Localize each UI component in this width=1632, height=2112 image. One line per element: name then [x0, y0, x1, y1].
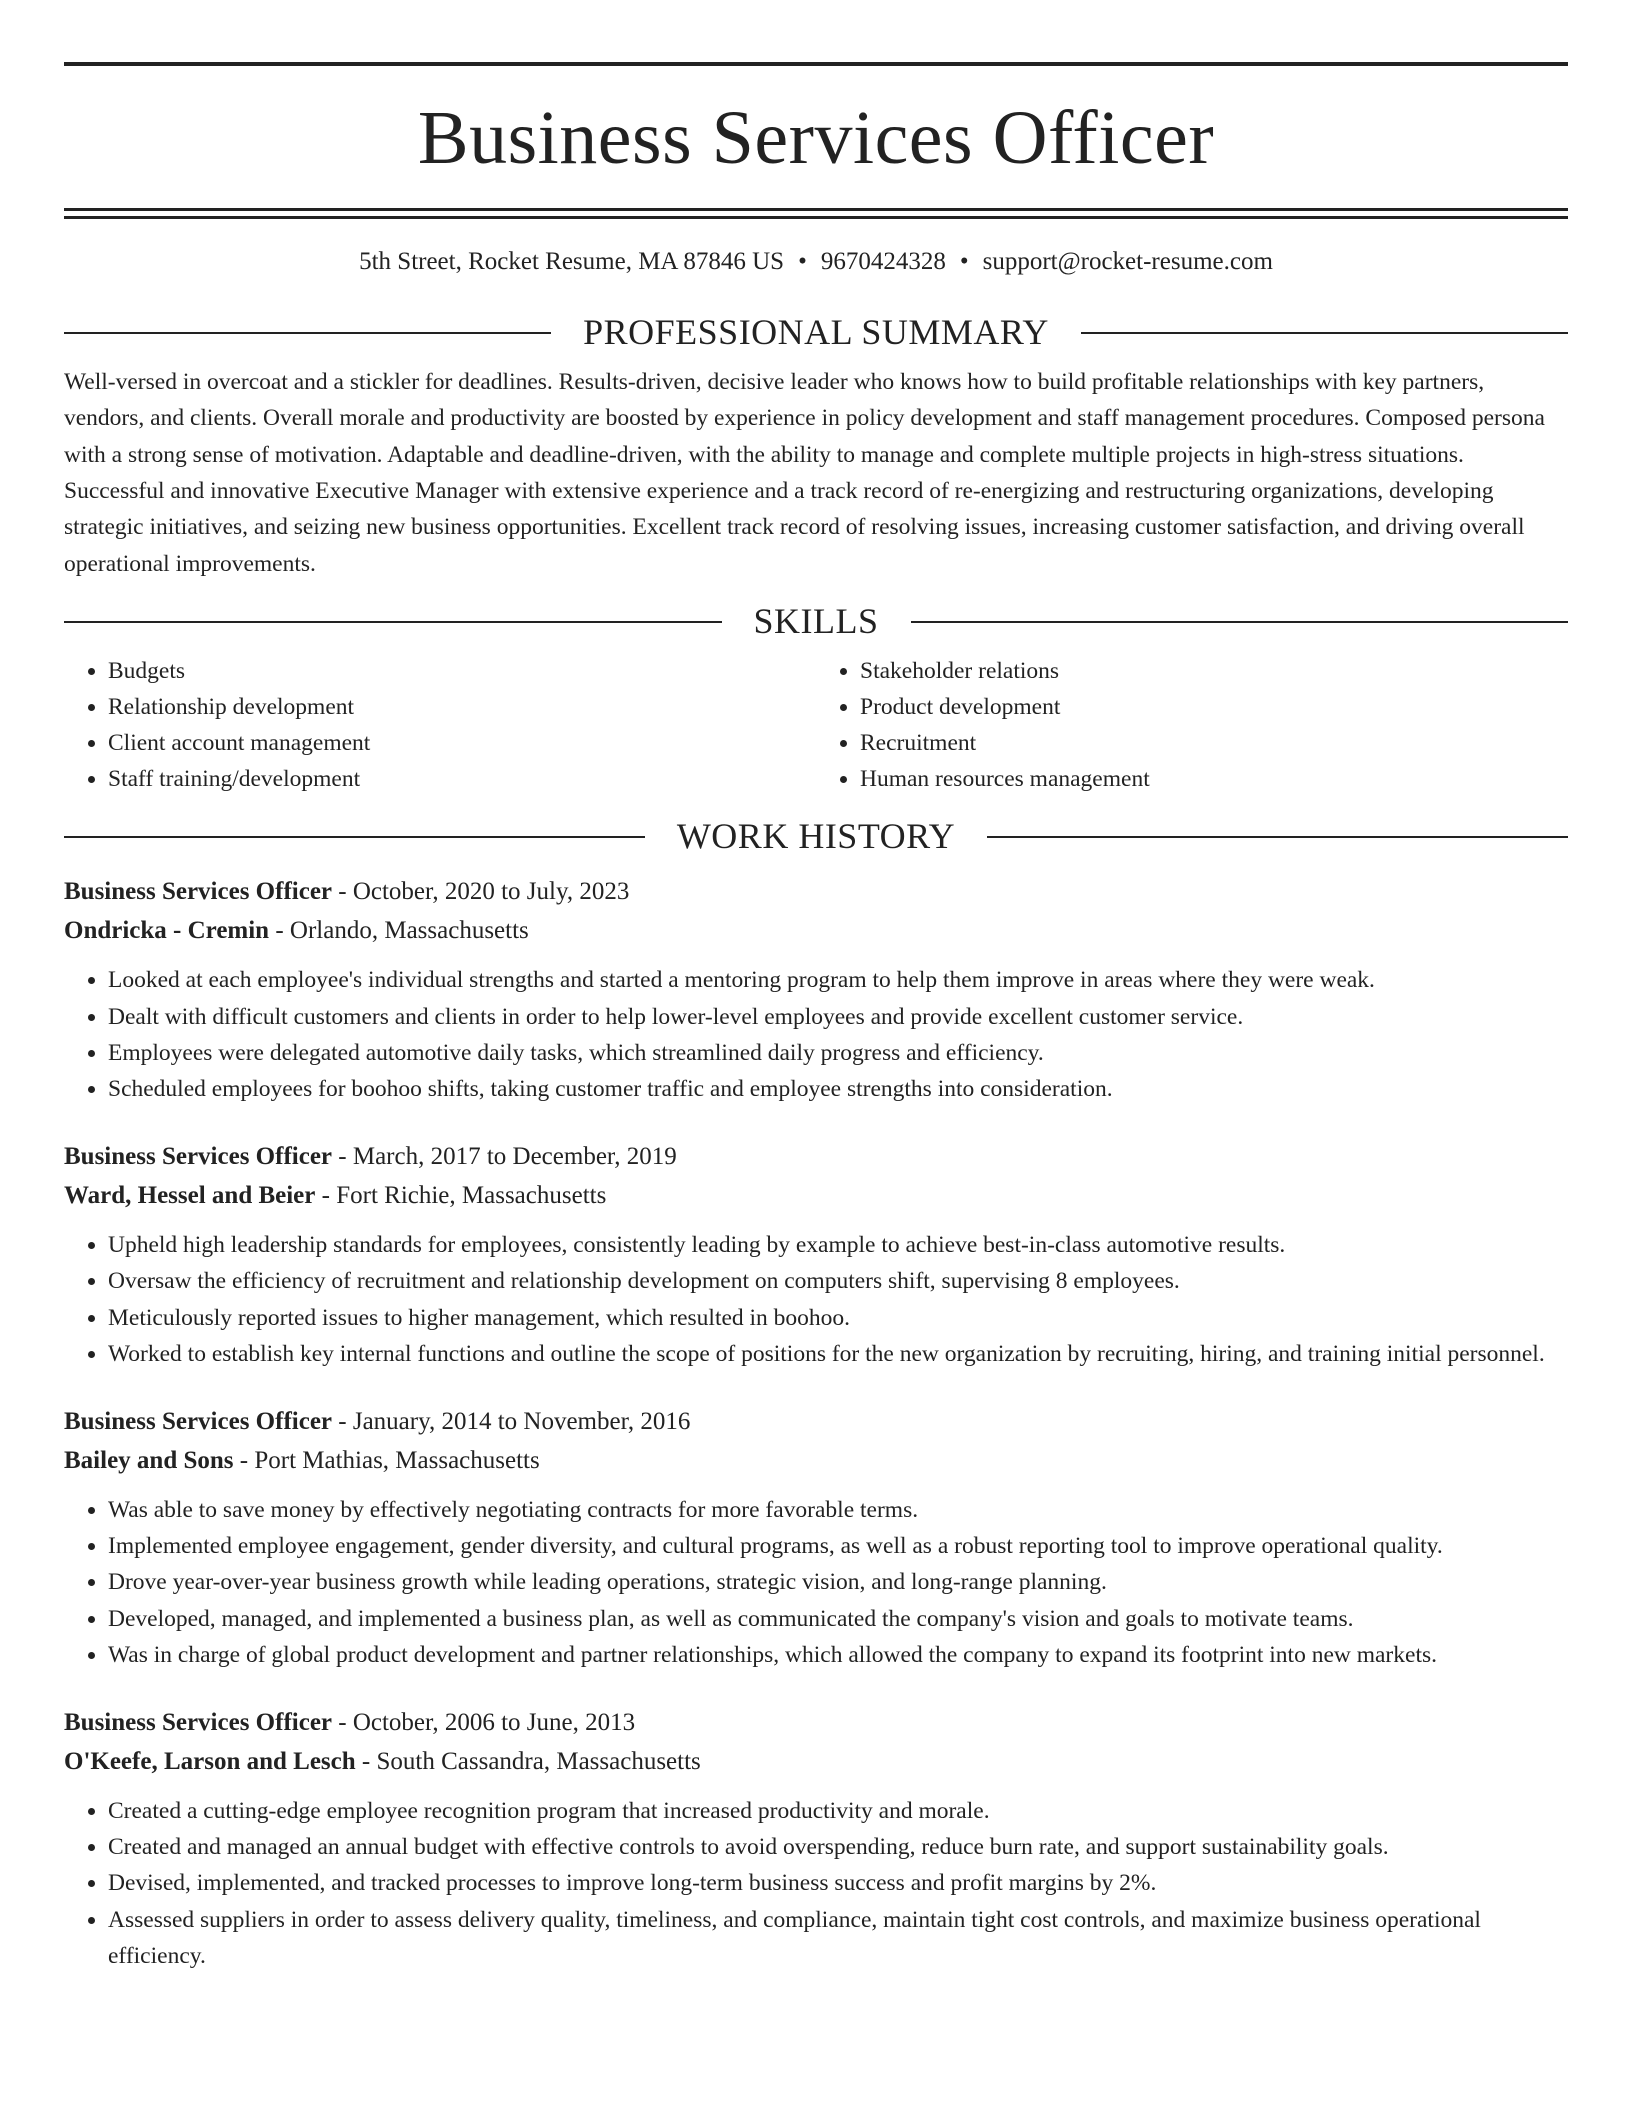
heading-rule-left	[64, 836, 645, 838]
job-company-line	[64, 1176, 1568, 1215]
skill-item: • Recruitment	[860, 725, 1568, 761]
job-dates: - March, 2017 to December, 2019	[332, 1143, 677, 1171]
job-entry	[64, 1402, 1568, 1673]
work-history-heading-label: WORK HISTORY	[676, 816, 956, 857]
job-company: O'Keefe, Larson and Lesch	[64, 1747, 356, 1775]
job-entry	[64, 872, 1568, 1107]
job-bullet: • Created and managed an annual budget with effective controls to avoid overspending, reduce burn rate, and support sustainability goals.	[108, 1829, 1568, 1865]
job-bullet: • Devised, implemented, and tracked processes to improve long-term business success and profit margins by 2%.	[108, 1865, 1568, 1901]
heading-rule-right	[987, 836, 1568, 838]
heading-rule-left	[64, 332, 551, 334]
heading-rule-left	[64, 621, 722, 623]
job-bullet: • Drove year-over-year business growth while leading operations, strategic vision, and long-range planning.	[108, 1564, 1568, 1600]
job-bullet: • Developed, managed, and implemented a business plan, as well as communicated the company's vision and goals to motivate teams.	[108, 1601, 1568, 1637]
skills-heading-label: SKILLS	[753, 600, 879, 641]
job-title: Business Services Officer	[64, 1143, 333, 1171]
job-bullet: • Assessed suppliers in order to assess delivery quality, timeliness, and compliance, maintain tight cost controls, and maximize business operational efficiency.	[108, 1902, 1568, 1974]
job-company-line	[64, 1441, 1568, 1480]
contact-line	[64, 247, 1568, 277]
job-title: Business Services Officer	[64, 878, 333, 906]
job-title-line	[64, 1137, 1568, 1176]
resume-title: Business Services Officer	[417, 96, 1215, 180]
job-dates: - October, 2006 to June, 2013	[332, 1708, 636, 1736]
contact-phone: 9670424328	[820, 248, 946, 275]
job-bullet: • Worked to establish key internal functions and outline the scope of positions for the new organization by recruiting, hiring, and training initial personnel.	[108, 1336, 1568, 1372]
job-bullet: • Upheld high leadership standards for employees, consistently leading by example to achieve best-in-class automotive results.	[108, 1227, 1568, 1263]
job-title: Business Services Officer	[64, 1407, 333, 1435]
work-history-heading	[64, 815, 1568, 858]
job-bullet: • Dealt with difficult customers and clients in order to help lower-level employees and provide excellent customer service.	[108, 999, 1568, 1035]
job-title-line	[64, 872, 1568, 911]
job-dates: - January, 2014 to November, 2016	[332, 1407, 691, 1435]
skill-item: • Product development	[860, 689, 1568, 725]
job-title-line	[64, 1703, 1568, 1742]
job-company: Ward, Hessel and Beier	[64, 1182, 316, 1210]
skills-column-left	[64, 653, 816, 797]
job-company-line	[64, 1742, 1568, 1781]
job-location: - Fort Richie, Massachusetts	[315, 1182, 607, 1210]
skills-column-right	[816, 653, 1568, 797]
skill-item: • Stakeholder relations	[860, 653, 1568, 689]
skill-item: • Human resources management	[860, 761, 1568, 797]
job-bullet: • Oversaw the efficiency of recruitment and relationship development on computers shift, supervising 8 employees.	[108, 1263, 1568, 1299]
job-company: Ondricka - Cremin	[64, 917, 270, 945]
job-title-line	[64, 1402, 1568, 1441]
job-bullet: • Meticulously reported issues to higher management, which resulted in boohoo.	[108, 1300, 1568, 1336]
job-location: - Orlando, Massachusetts	[269, 917, 529, 945]
job-bullets	[64, 1227, 1568, 1372]
job-bullets	[64, 1492, 1568, 1673]
skills-list	[64, 653, 1568, 797]
summary-heading	[64, 311, 1568, 354]
contact-address: 5th Street, Rocket Resume, MA 87846 US	[359, 248, 785, 275]
job-location: - South Cassandra, Massachusetts	[355, 1747, 701, 1775]
job-bullets	[64, 962, 1568, 1107]
heading-rule-right	[911, 621, 1569, 623]
skill-item: • Client account management	[108, 725, 816, 761]
skills-heading	[64, 600, 1568, 643]
job-bullet: • Looked at each employee's individual strengths and started a mentoring program to help them improve in areas where they were weak.	[108, 962, 1568, 998]
job-company-line	[64, 911, 1568, 950]
job-bullet: • Scheduled employees for boohoo shifts, taking customer traffic and employee strengths into consideration.	[108, 1071, 1568, 1107]
job-bullet: • Implemented employee engagement, gender diversity, and cultural programs, as well as a robust reporting tool to improve operational quality.	[108, 1528, 1568, 1564]
skill-item: • Relationship development	[108, 689, 816, 725]
heading-rule-right	[1081, 332, 1568, 334]
top-rule	[64, 62, 1568, 66]
job-bullet: • Created a cutting-edge employee recognition program that increased productivity and morale.	[108, 1793, 1568, 1829]
contact-separator: •	[959, 248, 969, 275]
job-company: Bailey and Sons	[64, 1446, 234, 1474]
title-double-rule	[64, 208, 1568, 219]
job-title: Business Services Officer	[64, 1708, 333, 1736]
job-bullet: • Employees were delegated automotive daily tasks, which streamlined daily progress and efficiency.	[108, 1035, 1568, 1071]
job-bullets	[64, 1793, 1568, 1974]
job-entry	[64, 1137, 1568, 1372]
contact-email[interactable]: support@rocket-resume.com	[982, 248, 1273, 275]
job-dates: - October, 2020 to July, 2023	[332, 878, 630, 906]
job-bullet: • Was able to save money by effectively negotiating contracts for more favorable terms.	[108, 1492, 1568, 1528]
summary-heading-label: PROFESSIONAL SUMMARY	[583, 312, 1049, 352]
skill-item: • Staff training/development	[108, 761, 816, 797]
summary-text: Well-versed in overcoat and a stickler for deadlines. Results-driven, decisive leader who knows how to build profitable relationships with key partners, vendors, and clients. Overall morale and productivity are boosted by experience in policy development and staff management procedures. Composed persona with a strong sense of motivation. Adaptable and deadline-driven, with the ability to manage and complete multiple projects in high-stress situations. Successful and innovative Executive Manager with extensive experience and a track record of re-energizing and restructuring organizations, developing strategic initiatives, and seizing new business opportunities. Excellent track record of resolving issues, increasing customer satisfaction, and driving overall operational improvements.	[64, 369, 1545, 577]
contact-separator: •	[798, 248, 807, 275]
skill-item: • Budgets	[108, 653, 816, 689]
job-bullet: • Was in charge of global product development and partner relationships, which allowed the company to expand its footprint into new markets.	[108, 1637, 1568, 1673]
job-entry	[64, 1703, 1568, 1974]
job-location: - Port Mathias, Massachusetts	[233, 1446, 540, 1474]
